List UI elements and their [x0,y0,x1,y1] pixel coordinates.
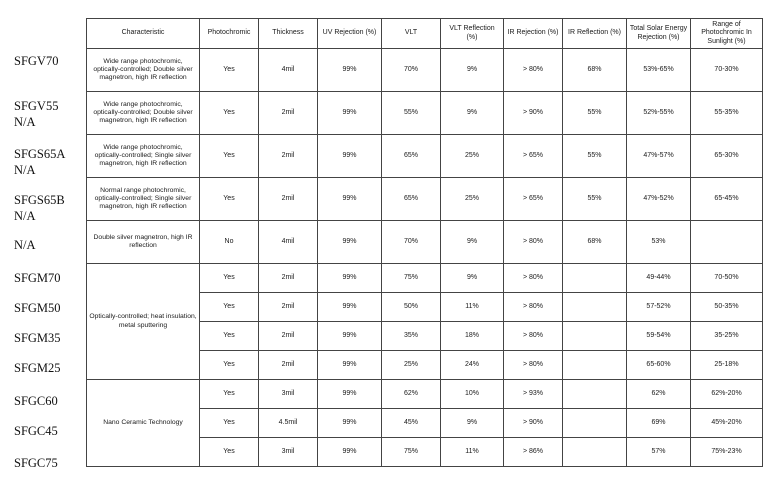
product-code-column [0,0,86,497]
table-cell: 70% [382,221,441,264]
table-cell: 24% [441,351,504,380]
table-cell: 62% [382,380,441,409]
row-label: SFGM70 [14,271,61,285]
table-cell: 65% [382,178,441,221]
table-cell: 65-60% [627,351,691,380]
table-cell: 55% [563,135,627,178]
table-cell: Yes [200,264,259,293]
table-cell: 99% [318,438,382,467]
row-label: SFGV70 [14,54,59,68]
header-cell: Photochromic [200,19,259,49]
table-cell [691,221,763,264]
table-cell: 25% [441,135,504,178]
table-cell: 2mil [259,351,318,380]
header-cell: Thickness [259,19,318,49]
table-cell: 68% [563,49,627,92]
table-cell: 68% [563,221,627,264]
row-label: SFGC45 [14,424,58,438]
table-row [87,221,763,264]
table-cell: Yes [200,380,259,409]
table-cell: 99% [318,135,382,178]
characteristic-cell: Optically-controlled; heat insulation, metal sputtering [87,264,200,380]
table-cell [563,380,627,409]
table-cell: 50-35% [691,293,763,322]
characteristic-cell: Double silver magnetron, high IR reflection [87,221,200,264]
row-label: SFGV55 N/A [14,99,59,129]
characteristic-cell: Nano Ceramic Technology [87,380,200,467]
table-row [87,49,763,92]
table-cell: 2mil [259,264,318,293]
table-cell: > 65% [504,135,563,178]
table-cell: 65-30% [691,135,763,178]
table-row [87,178,763,221]
table-row [87,92,763,135]
table-cell [563,438,627,467]
header-cell: Total Solar Energy Rejection (%) [627,19,691,49]
row-label: SFGS65A N/A [14,147,66,177]
table-cell: 25-18% [691,351,763,380]
table-cell: > 90% [504,409,563,438]
table-cell: 99% [318,92,382,135]
table-cell: > 93% [504,380,563,409]
table-cell: 49-44% [627,264,691,293]
table-cell: 55% [563,92,627,135]
table-cell: 9% [441,264,504,293]
table-cell: > 80% [504,322,563,351]
characteristic-cell: Wide range photochromic, optically-controlled; Single silver magnetron, high IR reflection [87,135,200,178]
table-cell: 99% [318,380,382,409]
table-cell: 4.5mil [259,409,318,438]
table-cell: 65% [382,135,441,178]
table-cell: Yes [200,322,259,351]
specification-table [86,18,763,467]
table-cell: 45%-20% [691,409,763,438]
table-cell: 9% [441,49,504,92]
row-label: SFGM25 [14,361,61,375]
header-cell: IR Rejection (%) [504,19,563,49]
table-cell: 99% [318,264,382,293]
table-cell: 4mil [259,49,318,92]
table-cell: 35-25% [691,322,763,351]
table-cell: 10% [441,380,504,409]
row-label: SFGM50 [14,301,61,315]
table-cell: 11% [441,438,504,467]
table-cell: > 86% [504,438,563,467]
table-cell: 9% [441,409,504,438]
table-row [87,135,763,178]
row-label: SFGC60 [14,394,58,408]
header-cell: VLT [382,19,441,49]
table-cell [563,293,627,322]
table-cell: 50% [382,293,441,322]
characteristic-cell: Wide range photochromic, optically-controlled; Double silver magnetron, high IR reflection [87,92,200,135]
table-cell: 47%-52% [627,178,691,221]
row-label: SFGC75 [14,456,58,470]
table-cell: 99% [318,49,382,92]
table-cell: 9% [441,92,504,135]
table-cell: 3mil [259,438,318,467]
table-cell: 70% [382,49,441,92]
table-cell: 18% [441,322,504,351]
table-cell: 75% [382,438,441,467]
characteristic-cell: Wide range photochromic, optically-controlled; Double silver magnetron, high IR reflection [87,49,200,92]
table-cell: 99% [318,221,382,264]
table-cell: 2mil [259,92,318,135]
table-cell: > 65% [504,178,563,221]
table-row [87,264,763,293]
table-cell: 35% [382,322,441,351]
table-cell: > 80% [504,351,563,380]
header-cell: VLT Reflection (%) [441,19,504,49]
table-cell: 70-30% [691,49,763,92]
table-cell: 57-52% [627,293,691,322]
table-cell: 52%-55% [627,92,691,135]
table-cell: 99% [318,322,382,351]
table-cell: 99% [318,293,382,322]
table-cell: 53% [627,221,691,264]
table-cell: Yes [200,92,259,135]
header-cell: Characteristic [87,19,200,49]
characteristic-cell: Normal range photochromic, optically-controlled; Single silver magnetron, high IR reflection [87,178,200,221]
table-cell: Yes [200,351,259,380]
table-cell: Yes [200,178,259,221]
table-cell: 9% [441,221,504,264]
table-cell: 57% [627,438,691,467]
table-cell: 65-45% [691,178,763,221]
table-cell: 59-54% [627,322,691,351]
table-cell: Yes [200,438,259,467]
table-cell [563,409,627,438]
table-cell: 70-50% [691,264,763,293]
table-cell: 69% [627,409,691,438]
table-cell: 55% [382,92,441,135]
table-cell: 99% [318,409,382,438]
table-cell: 55-35% [691,92,763,135]
table-cell: 25% [441,178,504,221]
table-cell: Yes [200,293,259,322]
table-cell: 47%-57% [627,135,691,178]
header-cell: IR Reflection (%) [563,19,627,49]
table-cell: 53%-65% [627,49,691,92]
table-cell: 55% [563,178,627,221]
header-cell: UV Rejection (%) [318,19,382,49]
table-cell: 62% [627,380,691,409]
table-cell: > 90% [504,92,563,135]
table-cell: 25% [382,351,441,380]
table-cell: 2mil [259,293,318,322]
table-cell: 45% [382,409,441,438]
table-cell: > 80% [504,264,563,293]
table-cell [563,322,627,351]
header-cell: Range of Photochromic In Sunlight (%) [691,19,763,49]
table-cell: Yes [200,135,259,178]
table-cell: 62%-20% [691,380,763,409]
row-label: SFGS65B N/A [14,193,65,223]
table-cell: 3mil [259,380,318,409]
table-cell: 2mil [259,178,318,221]
table-cell [563,264,627,293]
table-cell: 99% [318,178,382,221]
table-cell [563,351,627,380]
table-cell: 2mil [259,135,318,178]
table-cell: No [200,221,259,264]
table-cell: > 80% [504,221,563,264]
table-cell: 2mil [259,322,318,351]
table-row [87,380,763,409]
table-cell: > 80% [504,49,563,92]
table-cell: Yes [200,409,259,438]
table-cell: 75%-23% [691,438,763,467]
table-cell: > 80% [504,293,563,322]
table-cell: Yes [200,49,259,92]
table-cell: 4mil [259,221,318,264]
header-row [87,19,763,49]
row-label: SFGM35 [14,331,61,345]
table-cell: 11% [441,293,504,322]
row-label: N/A [14,238,36,252]
table-cell: 75% [382,264,441,293]
table-cell: 99% [318,351,382,380]
